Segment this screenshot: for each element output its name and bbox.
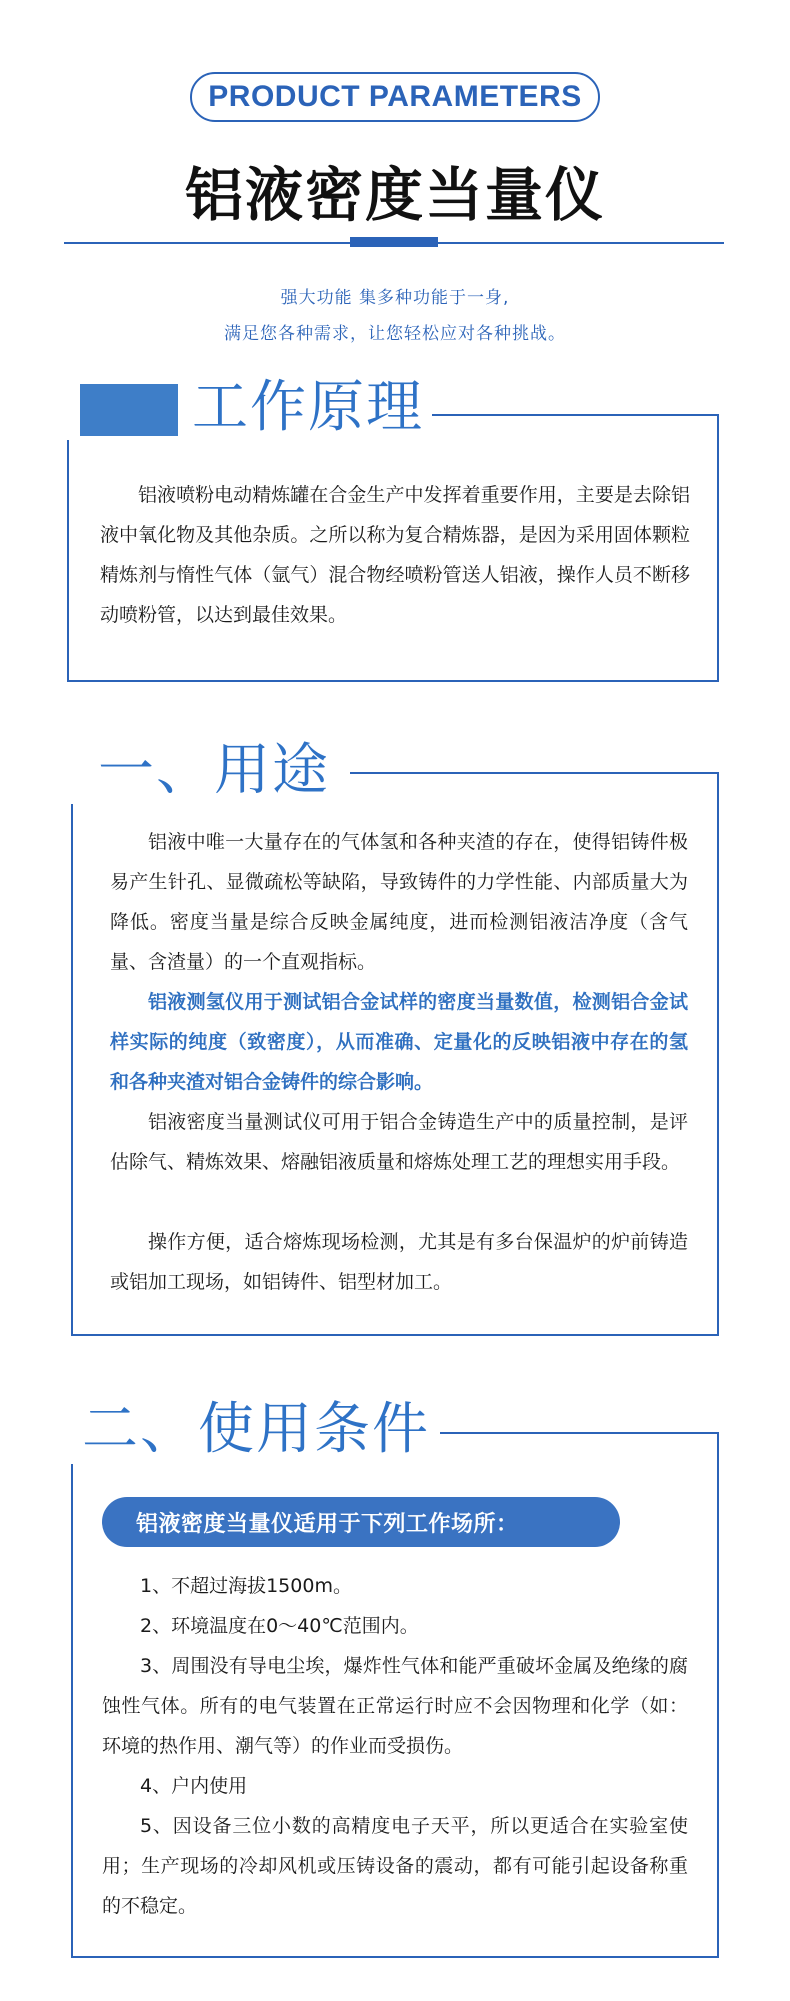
page-title: 铝液密度当量仪 [184, 161, 605, 229]
title-divider-accent [350, 237, 438, 247]
conditions-list [102, 1566, 688, 1926]
condition-item-3: 3、周围没有导电尘埃，爆炸性气体和能严重破坏金属及绝缘的腐蚀性气体。所有的电气装置在正常运行时应不会因物理和化学（如：环境的热作用、潮气等）的作业而受损伤。 [102, 1655, 688, 1757]
tagline-line-2: 满足您各种需求，让您轻松应对各种挑战。 [224, 324, 566, 344]
condition-item-2: 2、环境温度在0～40℃范围内。 [140, 1615, 419, 1637]
condition-item-4: 4、户内使用 [140, 1775, 248, 1797]
usage-paragraph-2-highlight: 铝液测氢仪用于测试铝合金试样的密度当量数值，检测铝合金试样实际的纯度（致密度），从而准确、定量化的反映铝液中存在的氢和各种夹渣对铝合金铸件的综合影响。 [110, 991, 688, 1093]
condition-item-5: 5、因设备三位小数的高精度电子天平，所以更适合在实验室使用；生产现场的冷却风机或压铸设备的震动，都有可能引起设备称重的不稳定。 [102, 1815, 688, 1917]
principle-text: 铝液喷粉电动精炼罐在合金生产中发挥着重要作用，主要是去除铝液中氧化物及其他杂质。之所以称为复合精炼器，是因为采用固体颗粒精炼剂与惰性气体（氩气）混合物经喷粉管送人铝液，操作人员不断移动喷粉管，以达到最佳效果。 [100, 484, 690, 626]
usage-paragraph-3: 铝液密度当量测试仪可用于铝合金铸造生产中的质量控制，是评估除气、精炼效果、熔融铝液质量和熔炼处理工艺的理想实用手段。 [110, 1111, 688, 1173]
tagline-line-1: 强大功能 集多种功能于一身, [280, 288, 510, 308]
product-parameters-badge: PRODUCT PARAMETERS [190, 72, 600, 122]
principle-heading-block [80, 384, 178, 436]
conditions-intro-pill: 铝液密度当量仪适用于下列工作场所： [102, 1497, 620, 1547]
usage-paragraph-1: 铝液中唯一大量存在的气体氢和各种夹渣的存在，使得铝铸件极易产生针孔、显微疏松等缺陷，导致铸件的力学性能、内部质量大为降低。密度当量是综合反映金属纯度，进而检测铝液洁净度（含气量、含渣量）的一个直观指标。 [110, 831, 688, 973]
condition-item-1: 1、不超过海拔1500m。 [140, 1575, 352, 1597]
usage-heading: 一、用途 [98, 738, 330, 803]
principle-heading: 工作原理 [192, 375, 424, 440]
conditions-heading: 二、使用条件 [82, 1397, 430, 1462]
usage-paragraph-4: 操作方便，适合熔炼现场检测，尤其是有多台保温炉的炉前铸造或铝加工现场，如铝铸件、铝型材加工。 [110, 1231, 688, 1293]
